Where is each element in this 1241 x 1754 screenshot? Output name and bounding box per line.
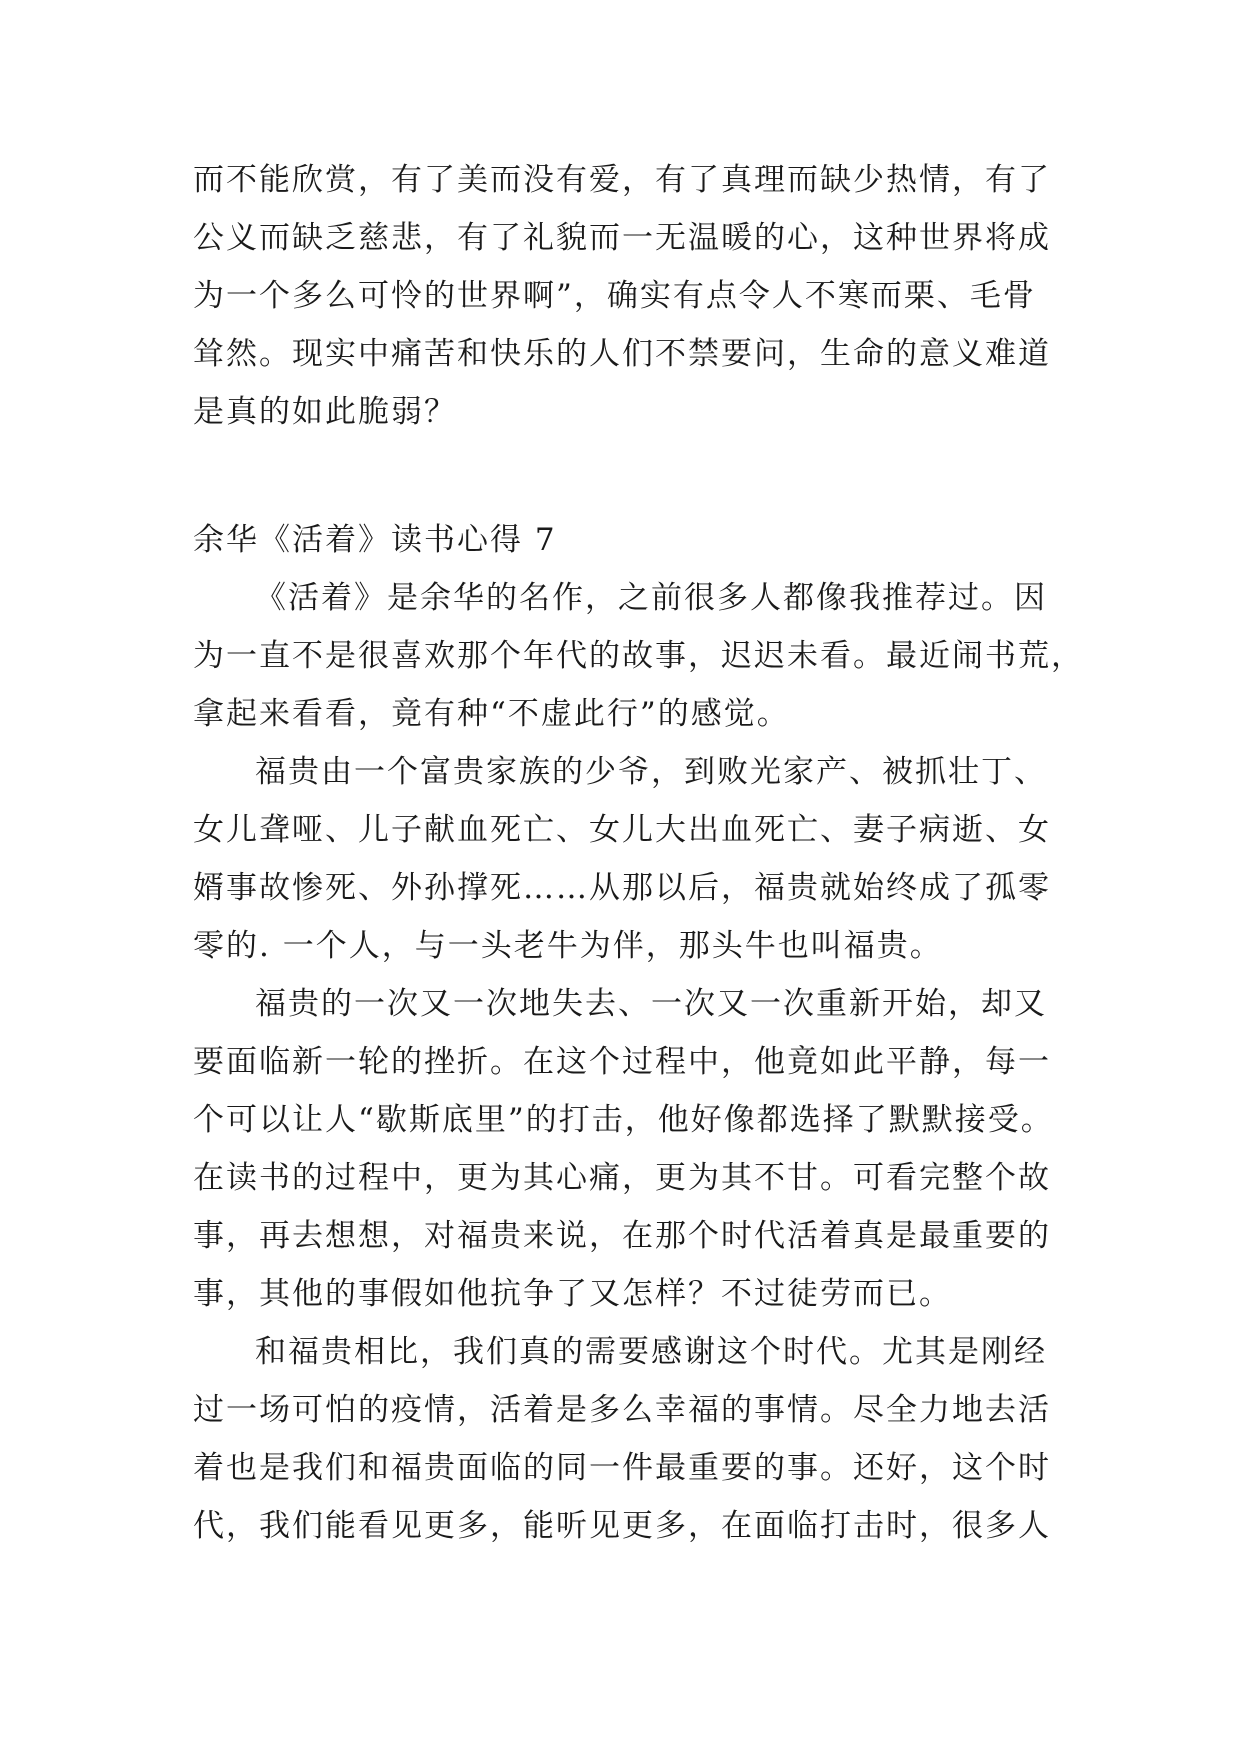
text-line: 而不能欣赏，有了美而没有爱，有了真理而缺少热情，有了 [193,162,1051,198]
text-line: 是真的如此脆弱？ [193,394,457,430]
text-line: 福贵的一次又一次地失去、一次又一次重新开始，却又 [255,986,1047,1022]
text-line: 代，我们能看见更多，能听见更多，在面临打击时，很多人 [193,1508,1051,1544]
text-line: 拿起来看看，竟有种“不虚此行”的感觉。 [193,696,790,732]
text-line: 在读书的过程中，更为其心痛，更为其不甘。可看完整个故 [193,1160,1051,1196]
text-line: 事，其他的事假如他抗争了又怎样？不过徒劳而已。 [193,1276,952,1312]
text-line: 着也是我们和福贵面临的同一件最重要的事。还好，这个时 [193,1450,1051,1486]
text-line: 婿事故惨死、外孙撑死……从那以后，福贵就始终成了孤零 [193,870,1051,906]
section-heading: 余华《活着》读书心得 7 [193,522,557,558]
text-line: 事，再去想想，对福贵来说，在那个时代活着真是最重要的 [193,1218,1051,1254]
text-line: 零的. 一个人，与一头老牛为伴，那头牛也叫福贵。 [193,928,943,964]
text-line: 过一场可怕的疫情，活着是多么幸福的事情。尽全力地去活 [193,1392,1051,1428]
text-line: 为一直不是很喜欢那个年代的故事，迟迟未看。最近闹书荒， [193,638,1084,674]
text-line: 要面临新一轮的挫折。在这个过程中，他竟如此平静，每一 [193,1044,1051,1080]
text-line: 耸然。现实中痛苦和快乐的人们不禁要问，生命的意义难道 [193,336,1051,372]
text-line: 个可以让人“歇斯底里”的打击，他好像都选择了默默接受。 [193,1102,1054,1138]
text-line: 福贵由一个富贵家族的少爷，到败光家产、被抓壮丁、 [255,754,1047,790]
text-line: 和福贵相比，我们真的需要感谢这个时代。尤其是刚经 [255,1334,1047,1370]
text-line: 《活着》是余华的名作，之前很多人都像我推荐过。因 [255,580,1047,616]
text-line: 公义而缺乏慈悲，有了礼貌而一无温暖的心，这种世界将成 [193,220,1051,256]
text-line: 为一个多么可怜的世界啊”，确实有点令人不寒而栗、毛骨 [193,278,1036,314]
text-line: 女儿聋哑、儿子献血死亡、女儿大出血死亡、妻子病逝、女 [193,812,1051,848]
